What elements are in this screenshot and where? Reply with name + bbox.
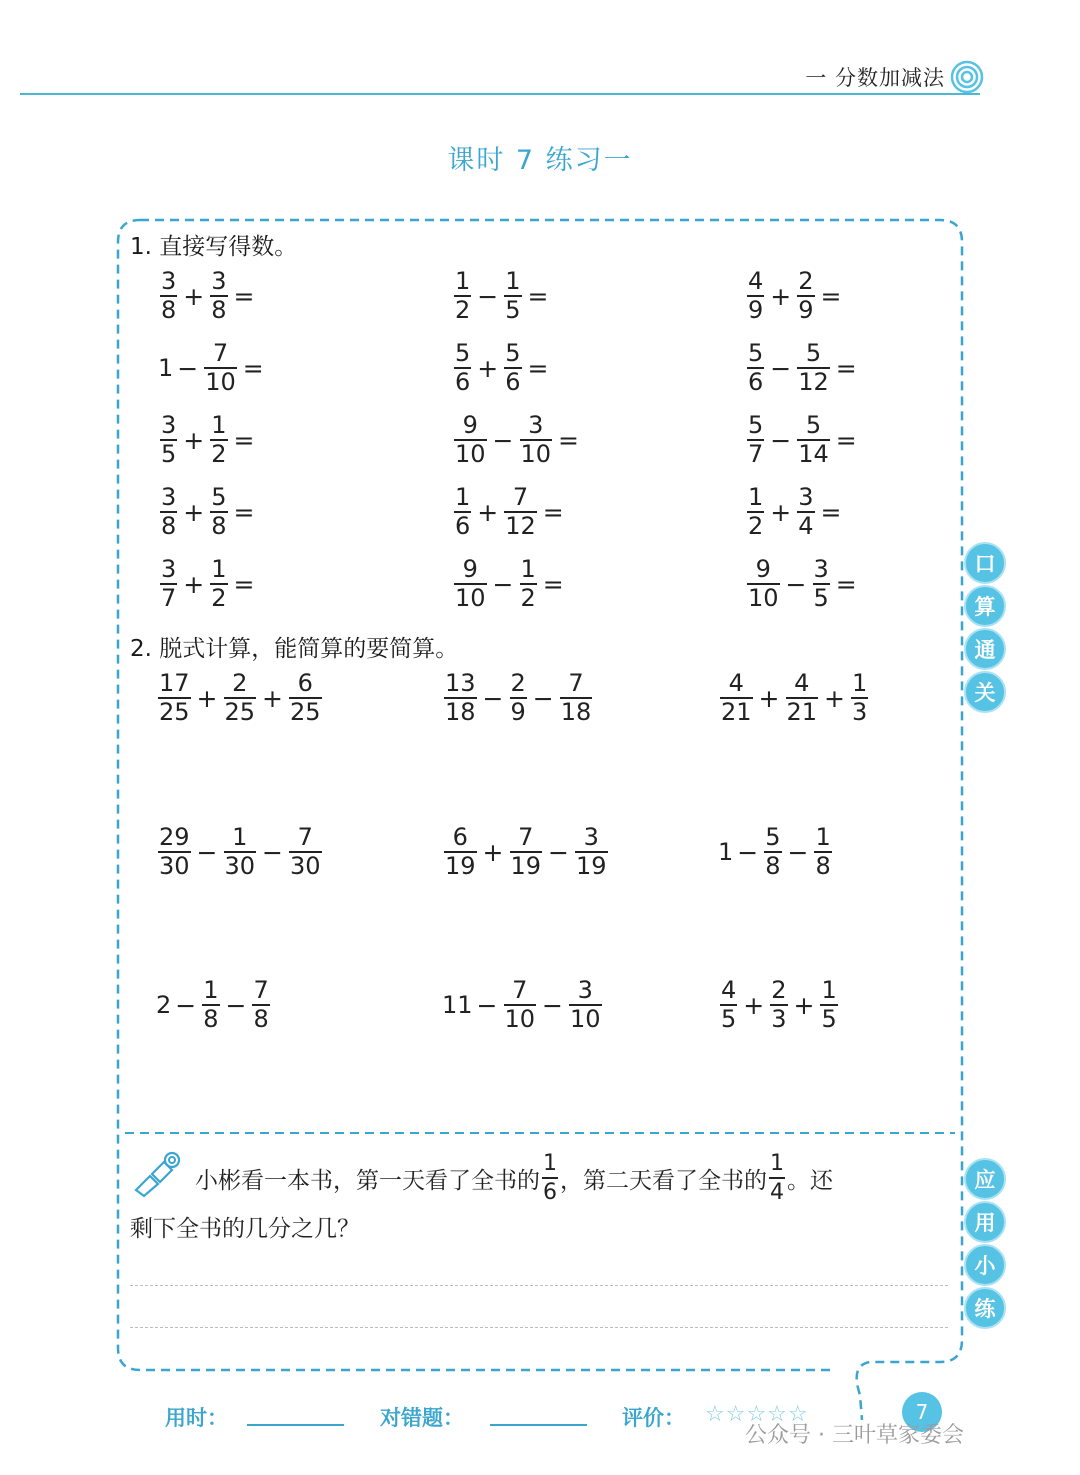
word-problem-part1: 小彬看一本书，第一天看了全书的 — [195, 1167, 540, 1194]
operator: = — [527, 353, 549, 383]
fraction-denominator: 8 — [203, 1005, 219, 1033]
fraction-numerator: 2 — [771, 976, 787, 1004]
fraction — [747, 268, 764, 324]
lesson-title: 课时 7 练习一 — [447, 145, 633, 176]
fraction — [210, 268, 227, 324]
fraction-numerator: 5 — [805, 411, 822, 439]
fraction-denominator: 8 — [161, 512, 177, 540]
rating-label: 评价： — [622, 1406, 685, 1430]
side-tab-char: 算 — [964, 585, 1006, 627]
operator: − — [787, 837, 809, 867]
fraction-denominator: 6 — [505, 368, 521, 396]
fraction-numerator: 5 — [748, 339, 764, 367]
operator: = — [820, 497, 842, 527]
fraction-numerator: 4 — [728, 669, 744, 697]
fraction-numerator: 7 — [568, 669, 584, 697]
fraction-numerator: 3 — [161, 267, 177, 295]
fraction-numerator: 5 — [505, 339, 521, 367]
operator: = — [542, 569, 564, 599]
fraction — [504, 340, 521, 396]
fraction-denominator: 9 — [798, 296, 814, 324]
fraction-denominator: 30 — [159, 852, 190, 880]
math-expression — [718, 670, 870, 726]
operator: + — [770, 497, 792, 527]
fraction-numerator: 5 — [765, 823, 781, 851]
fraction — [797, 484, 814, 540]
math-expression — [452, 556, 568, 612]
operator: − — [532, 683, 554, 713]
fraction-denominator: 9 — [510, 698, 526, 726]
fraction-numerator: 4 — [748, 267, 764, 295]
fraction-numerator: 5 — [748, 411, 764, 439]
fraction — [158, 670, 191, 726]
fraction-denominator: 2 — [211, 440, 227, 468]
fraction-denominator: 2 — [748, 512, 764, 540]
fraction-denominator: 6 — [455, 368, 471, 396]
fraction — [720, 670, 753, 726]
fraction-numerator: 9 — [462, 411, 478, 439]
fraction-numerator: 3 — [813, 555, 829, 583]
fraction-numerator: 9 — [755, 555, 771, 583]
fraction-denominator: 3 — [852, 698, 868, 726]
fraction-denominator: 10 — [455, 584, 486, 612]
fraction-numerator: 1 — [203, 976, 219, 1004]
fraction-denominator: 3 — [771, 1005, 787, 1033]
fraction — [504, 268, 521, 324]
fraction-denominator: 7 — [748, 440, 764, 468]
fraction-numerator: 9 — [462, 555, 478, 583]
math-expression — [745, 556, 861, 612]
fraction — [204, 340, 237, 396]
fraction-numerator: 3 — [161, 555, 177, 583]
operator: − — [476, 990, 498, 1020]
fraction-numerator: 1 — [505, 267, 521, 295]
fraction-denominator: 10 — [570, 1005, 601, 1033]
side-tab-char: 练 — [964, 1287, 1006, 1329]
fraction-denominator: 25 — [159, 698, 190, 726]
operator: + — [183, 569, 205, 599]
fraction — [504, 977, 537, 1033]
fraction-denominator: 5 — [721, 1005, 737, 1033]
operator: − — [770, 425, 792, 455]
fraction-denominator: 9 — [748, 296, 764, 324]
fraction-denominator: 10 — [520, 440, 552, 468]
fraction-denominator: 21 — [786, 698, 818, 726]
fraction-denominator: 10 — [748, 584, 779, 612]
operator: − — [262, 837, 283, 867]
math-expression — [452, 340, 552, 396]
math-expression — [452, 412, 583, 468]
chapter-title: 一 分数加减法 — [805, 66, 945, 90]
errors-label: 对错题： — [380, 1406, 464, 1430]
fraction-numerator: 3 — [577, 976, 593, 1004]
fraction — [202, 977, 219, 1033]
side-tab-char: 小 — [964, 1244, 1006, 1286]
fraction-numerator: 2 — [510, 669, 526, 697]
operator: = — [558, 425, 579, 455]
operator: + — [477, 353, 499, 383]
operator: = — [835, 569, 857, 599]
fraction-denominator: 14 — [798, 440, 829, 468]
math-expression — [452, 484, 568, 540]
fraction — [510, 824, 543, 880]
fraction-denominator: 10 — [205, 368, 236, 396]
operator: − — [785, 569, 807, 599]
operator: = — [820, 281, 842, 311]
fraction-numerator: 1 — [520, 555, 536, 583]
fraction — [747, 484, 764, 540]
operator: − — [548, 837, 569, 867]
operator: + — [793, 990, 815, 1020]
word-problem-part2: ，第二天看了全书的 — [560, 1167, 767, 1194]
operator: + — [183, 281, 205, 311]
fraction-numerator: 1 — [852, 669, 868, 697]
fraction — [160, 412, 177, 468]
fraction — [569, 977, 602, 1033]
time-blank[interactable] — [247, 1424, 344, 1426]
fraction — [224, 824, 257, 880]
fraction-denominator: 12 — [798, 368, 829, 396]
operator: = — [835, 425, 857, 455]
fraction-denominator: 30 — [224, 852, 256, 880]
operator: − — [482, 683, 504, 713]
fraction-denominator: 8 — [815, 852, 831, 880]
fraction — [210, 556, 227, 612]
fraction-numerator: 5 — [455, 339, 471, 367]
operator: = — [542, 497, 564, 527]
math-expression — [718, 977, 840, 1033]
operator: + — [743, 990, 765, 1020]
fraction — [504, 484, 537, 540]
fraction — [454, 412, 487, 468]
fraction — [797, 412, 830, 468]
watermark: 公众号 · 三叶草家委会 — [745, 1423, 964, 1448]
math-expression — [442, 670, 594, 726]
operator: + — [196, 683, 218, 713]
fraction-denominator: 30 — [290, 852, 321, 880]
word-problem-part3: 。还 — [787, 1167, 833, 1194]
fraction-numerator: 1 — [455, 267, 471, 295]
fraction — [210, 484, 227, 540]
fraction — [454, 484, 471, 540]
fraction — [797, 340, 830, 396]
math-expression — [745, 484, 845, 540]
section1-title: 1. 直接写得数。 — [130, 234, 298, 260]
fraction-denominator: 18 — [445, 698, 476, 726]
integer-term: 2 — [156, 991, 172, 1019]
fraction-numerator: 1 — [232, 823, 248, 851]
section2-title: 2. 脱式计算，能简算的要简算。 — [130, 636, 459, 662]
fraction-numerator: 7 — [512, 483, 529, 511]
fraction-denominator: 8 — [211, 512, 227, 540]
fraction — [160, 484, 177, 540]
operator: − — [492, 425, 514, 455]
fraction-numerator: 7 — [512, 976, 528, 1004]
fraction-denominator: 19 — [576, 852, 607, 880]
fraction-denominator: 6 — [455, 512, 471, 540]
answer-line[interactable] — [130, 1285, 948, 1286]
fraction — [454, 268, 471, 324]
operator: + — [183, 425, 205, 455]
operator: + — [758, 683, 780, 713]
fraction-numerator: 3 — [161, 483, 177, 511]
fraction — [224, 670, 257, 726]
fraction-denominator: 25 — [290, 698, 321, 726]
fraction-numerator: 1 — [455, 483, 471, 511]
fraction — [813, 556, 830, 612]
fraction — [160, 556, 177, 612]
math-expression — [745, 412, 861, 468]
fraction-numerator: 3 — [161, 411, 177, 439]
fraction — [289, 670, 322, 726]
fraction-numerator: 6 — [452, 823, 468, 851]
fraction — [252, 977, 269, 1033]
operator: − — [542, 990, 563, 1020]
fraction — [210, 412, 227, 468]
operator: − — [177, 353, 199, 383]
integer-term: 1 — [158, 354, 174, 382]
fraction — [510, 670, 527, 726]
fraction-denominator: 2 — [520, 584, 536, 612]
operator: = — [242, 353, 264, 383]
fraction — [520, 556, 537, 612]
side-tab-char: 通 — [964, 628, 1006, 670]
fraction-denominator: 8 — [765, 852, 781, 880]
fraction-denominator: 5 — [813, 584, 829, 612]
operator: = — [233, 425, 255, 455]
operator: + — [770, 281, 792, 311]
operator: − — [196, 837, 218, 867]
fraction-denominator: 2 — [455, 296, 471, 324]
fraction — [289, 824, 322, 880]
operator: + — [477, 497, 499, 527]
fraction — [820, 977, 837, 1033]
errors-blank[interactable] — [490, 1424, 587, 1426]
page-number: 7 — [902, 1392, 942, 1432]
fraction-numerator: 1 — [770, 1151, 784, 1176]
fraction — [575, 824, 608, 880]
fraction — [560, 670, 593, 726]
side-tab-char: 用 — [964, 1201, 1006, 1243]
operator: + — [262, 683, 283, 713]
word-problem-fraction-2 — [769, 1150, 785, 1206]
math-expression — [442, 824, 610, 880]
word-problem-fraction-1 — [542, 1150, 558, 1206]
fraction-denominator: 5 — [505, 296, 521, 324]
math-expression — [158, 268, 258, 324]
fraction — [747, 412, 764, 468]
operator: = — [233, 569, 255, 599]
telescope-icon — [130, 1150, 182, 1198]
fraction — [786, 670, 819, 726]
fraction — [520, 412, 553, 468]
fraction-numerator: 3 — [528, 411, 544, 439]
math-expression — [158, 340, 268, 396]
math-expression — [745, 340, 861, 396]
fraction — [444, 670, 477, 726]
math-expression — [442, 977, 604, 1033]
fraction-numerator: 1 — [748, 483, 764, 511]
fraction-numerator: 1 — [815, 823, 831, 851]
fraction-denominator: 6 — [543, 1180, 557, 1205]
fraction-numerator: 6 — [297, 669, 313, 697]
operator: = — [835, 353, 857, 383]
time-label: 用时： — [165, 1406, 228, 1430]
fraction-numerator: 3 — [798, 483, 814, 511]
fraction-denominator: 7 — [161, 584, 177, 612]
fraction — [158, 824, 191, 880]
fraction-numerator: 4 — [794, 669, 810, 697]
fraction-numerator: 7 — [518, 823, 534, 851]
word-problem-line2: 剩下全书的几分之几？ — [130, 1216, 360, 1242]
operator: − — [737, 837, 759, 867]
operator: − — [770, 353, 792, 383]
fraction-numerator: 7 — [212, 339, 229, 367]
fraction-numerator: 29 — [159, 823, 190, 851]
side-tab-char: 口 — [964, 542, 1006, 584]
fraction — [454, 340, 471, 396]
fraction-denominator: 10 — [455, 440, 486, 468]
fraction-numerator: 13 — [445, 669, 476, 697]
fraction — [851, 670, 868, 726]
fraction-denominator: 10 — [504, 1005, 536, 1033]
side-tab-char: 关 — [964, 671, 1006, 713]
fraction-denominator: 4 — [770, 1180, 784, 1205]
fraction-denominator: 12 — [505, 512, 536, 540]
side-tab-char: 应 — [964, 1158, 1006, 1200]
fraction-denominator: 4 — [798, 512, 814, 540]
fraction-denominator: 8 — [253, 1005, 269, 1033]
fraction-denominator: 8 — [211, 296, 227, 324]
math-expression — [158, 484, 258, 540]
fraction-denominator: 19 — [510, 852, 542, 880]
rating-stars[interactable]: ☆☆☆☆☆ — [705, 1402, 809, 1427]
fraction — [797, 268, 814, 324]
operator: + — [824, 683, 845, 713]
fraction — [454, 556, 487, 612]
operator: − — [477, 281, 499, 311]
math-expression — [718, 824, 834, 880]
fraction-numerator: 5 — [211, 483, 227, 511]
operator: + — [482, 837, 504, 867]
fraction-numerator: 4 — [721, 976, 737, 1004]
math-expression — [156, 977, 272, 1033]
fraction-numerator: 7 — [297, 823, 313, 851]
fraction-numerator: 1 — [543, 1151, 557, 1176]
fraction — [747, 556, 780, 612]
fraction — [747, 340, 764, 396]
operator: − — [175, 990, 197, 1020]
fraction-numerator: 2 — [232, 669, 248, 697]
operator: − — [492, 569, 514, 599]
fraction — [720, 977, 737, 1033]
fraction — [160, 268, 177, 324]
fraction-denominator: 6 — [748, 368, 764, 396]
integer-term: 11 — [442, 991, 473, 1019]
fraction-denominator: 2 — [211, 584, 227, 612]
answer-line[interactable] — [130, 1327, 948, 1328]
fraction-numerator: 3 — [211, 267, 227, 295]
fraction-denominator: 25 — [224, 698, 256, 726]
fraction-denominator: 5 — [161, 440, 177, 468]
fraction-denominator: 5 — [821, 1005, 837, 1033]
fraction — [764, 824, 781, 880]
fraction-denominator: 21 — [721, 698, 752, 726]
fraction-denominator: 8 — [161, 296, 177, 324]
operator: = — [527, 281, 549, 311]
fraction-numerator: 3 — [583, 823, 599, 851]
math-expression — [158, 412, 258, 468]
fraction — [814, 824, 831, 880]
math-expression — [158, 556, 258, 612]
fraction-numerator: 2 — [798, 267, 814, 295]
fraction-denominator: 19 — [445, 852, 476, 880]
fraction-numerator: 17 — [159, 669, 190, 697]
fraction-numerator: 1 — [211, 555, 227, 583]
math-expression — [452, 268, 552, 324]
fraction — [444, 824, 477, 880]
operator: + — [183, 497, 205, 527]
fraction-numerator: 1 — [211, 411, 227, 439]
math-expression — [156, 824, 324, 880]
word-problem-line1 — [195, 1150, 833, 1206]
fraction-numerator: 5 — [805, 339, 822, 367]
math-expression — [156, 670, 324, 726]
operator: − — [225, 990, 247, 1020]
math-expression — [745, 268, 845, 324]
integer-term: 1 — [718, 838, 734, 866]
operator: = — [233, 497, 255, 527]
fraction-numerator: 1 — [821, 976, 837, 1004]
operator: = — [233, 281, 255, 311]
fraction-denominator: 18 — [560, 698, 592, 726]
fraction — [770, 977, 787, 1033]
fraction-numerator: 7 — [253, 976, 269, 1004]
